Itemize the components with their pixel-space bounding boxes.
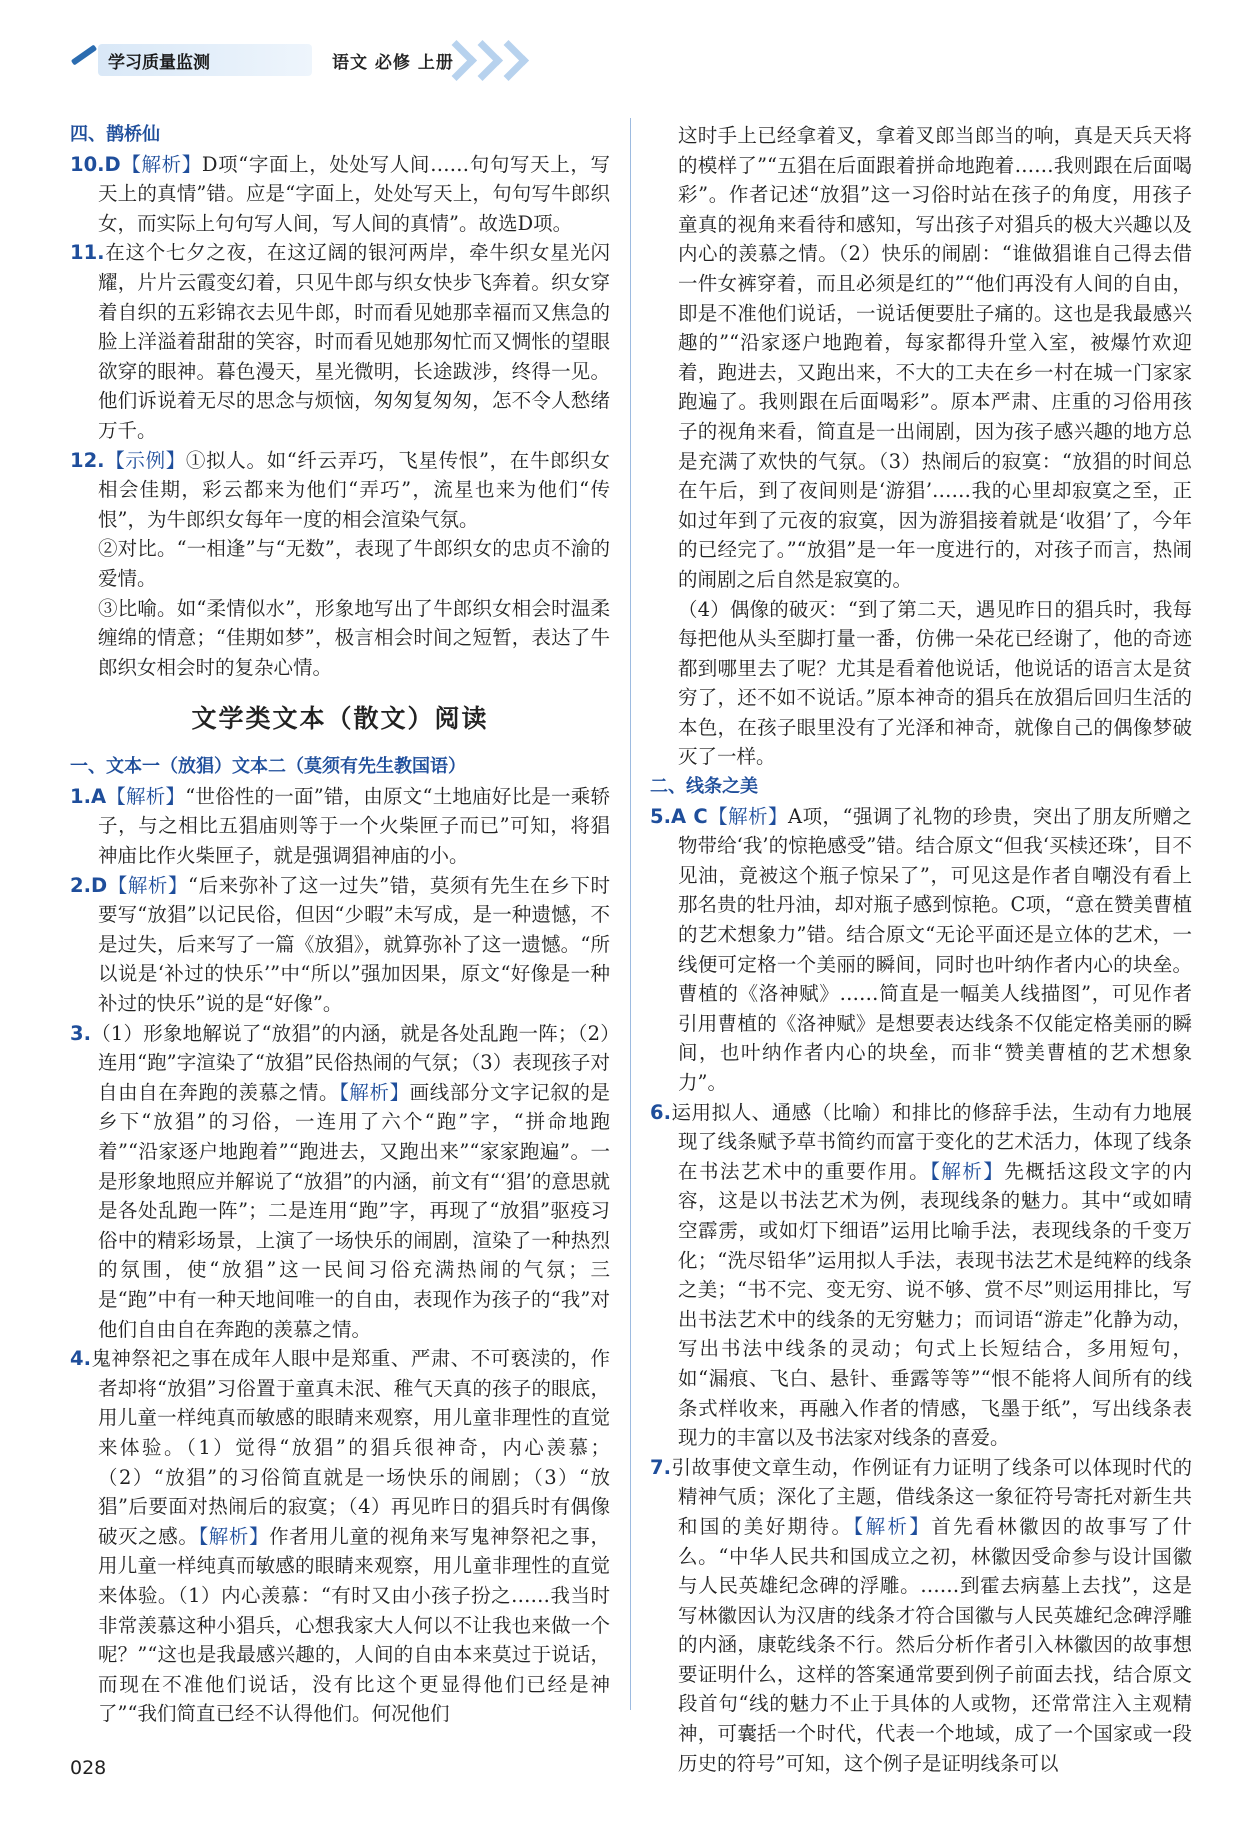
answer-1: 1.A【解析】“世俗性的一面”错，由原文“土地庙好比是一乘轿子，与之相比五猖庙则等于一个火柴匣子而已”可知，将猖神庙比作火柴匣子，就是强调猖神庙的小。 bbox=[70, 784, 610, 868]
answer-12-part2: ②对比。“一相逢”与“无数”，表现了牛郎织女的忠贞不渝的爱情。 bbox=[98, 537, 610, 590]
answer-12-part3: ③比喻。如“柔情似水”，形象地写出了牛郎织女相会时温柔缠绵的情意；“佳期如梦”，极言相会时间之短暂，表达了牛郎织女相会时的复杂心情。 bbox=[98, 596, 610, 679]
series-title: 学习质量监测 bbox=[108, 53, 210, 73]
answer-4: 4.鬼神祭祀之事在成年人眼中是郑重、严肃、不可亵渎的，作者却将“放猖”习俗置于童真未泯、稚气天真的孩子的眼底，用儿童一样纯真而敏感的眼睛来观察，用儿童非理性的直觉来体验。（1）觉得“放猖”的猖兵很神奇，内心羡慕；（2）“放猖”的习俗简直就是一场快乐的闹剧；（3）“放猖”后要面对热闹后的寂寞；（4）再见昨日的猖兵时有偶像破灭之感。【解析】作者用儿童的视角来写鬼神祭祀之事，用儿童一样纯真而敏感的眼睛来观察，用儿童非理性的直觉来体验。（1）内心羡慕：“有时又由小孩子扮之……我当时非常羡慕这种小猖兵，心想我家大人何以不让我也来做一个呢？”“这也是我最感兴趣的，人间的自由本来莫过于说话，而现在不准他们说话，没有比这个更显得他们已经是神了”“我们简直已经不认得他们。何况他们 bbox=[70, 1347, 610, 1726]
section-title: 文学类文本（散文）阅读 bbox=[191, 704, 489, 734]
answer-4-continued: 这时手上已经拿着叉，拿着叉郎当郎当的响，真是天兵天将的模样了”“五猖在后面跟着拼命地跑着……我则跟在后面喝彩”。作者记述“放猖”这一习俗时站在孩子的角度，用孩子童真的视角来看待和感知，写出孩子对猖兵的极大兴趣以及内心的羡慕之情。（2）快乐的闹剧：“谁做猖谁自己得去借一件女裤穿着，而且必须是红的”“他们再没有人间的自由，即是不准他们说话，一说话便要肚子痛的。这也是我最感兴趣的”“沿家逐户地跑着，每家都得升堂入室，被爆竹欢迎着，跑进去，又跑出来，不大的工夫在乡一村在城一门家家跑遍了。我则跟在后面喝彩”。原本严肃、庄重的习俗用孩子的视角来看，简直是一出闹剧，因为孩子感兴趣的地方总是充满了欢快的气氛。（3）热闹后的寂寞：“放猖的时间总在午后，到了夜间则是‘游猖’……我的心里却寂寞之至，正如过年到了元夜的寂寞，因为游猖接着就是‘收猖’了，今年的已经完了。”“放猖”是一年一度进行的，对孩子而言，热闹的闹剧之后自然是寂寞的。 bbox=[678, 124, 1192, 591]
answer-7: 7.引故事使文章生动，作例证有力证明了线条可以体现时代的精神气质；深化了主题，借线条这一象征符号寄托对新生共和国的美好期待。【解析】首先看林徽因的故事写了什么。“中华人民共和国成立之初，林徽因受命参与设计国徽与人民英雄纪念碑的浮雕。……到霍去病墓上去找”，这是写林徽因认为汉唐的线条才符合国徽与人民英雄纪念碑浮雕的内涵，康乾线条不行。然后分析作者引入林徽因的故事想要证明什么，这样的答案通常要到例子前面去找，结合原文段首句“线的魅力不止于具体的人或物，还常常注入主观精神，可囊括一个时代，代表一个地域，成了一个国家或一段历史的符号”可知，这个例子是证明线条可以 bbox=[650, 1455, 1192, 1775]
section-heading: 四、鹊桥仙 bbox=[70, 124, 160, 145]
section-heading: 一、文本一（放猖）文本二（莫须有先生教国语） bbox=[70, 756, 466, 778]
answer-6: 6.运用拟人、通感（比喻）和排比的修辞手法，生动有力地展现了线条赋予草书简约而富于变化的艺术活力，体现了线条在书法艺术中的重要作用。【解析】先概括这段文字的内容，这是以书法艺术为例，表现线条的魅力。其中“或如晴空霹雳，或如灯下细语”运用比喻手法，表现线条的千变万化；“洗尽铅华”运用拟人手法，表现书法艺术是纯粹的线条之美；“书不完、变无穷、说不够、赏不尽”则运用排比，写出书法艺术中的线条的无穷魅力；而词语“游走”化静为动，写出书法中线条的灵动；句式上长短结合，多用短句，如“漏痕、飞白、悬针、垂露等等”“恨不能将人间所有的线条式样收来，再融入作者的情感，飞墨于纸”，写出线条表现力的丰富以及书法家对线条的喜爱。 bbox=[650, 1100, 1192, 1450]
answer-2: 2.D【解析】“后来弥补了这一过失”错，莫须有先生在乡下时要写“放猖”以记民俗，但因“少暇”未写成，是一种遗憾，不是过失，后来写了一篇《放猖》，就算弥补了这一遗憾。“所以说是‘补过的快乐’”中“所以”强加因果，原文“好像是一种补过的快乐”说的是“好像”。 bbox=[70, 873, 610, 1016]
section-heading: 二、线条之美 bbox=[650, 776, 758, 798]
answer-10: 10.D【解析】D项“字面上，处处写人间……句句写天上，写天上的真情”错。应是“字面上，处处写天上，句句写牛郎织女，而实际上句句写人间，写人间的真情”。故选D项。 bbox=[70, 152, 610, 235]
answer-5: 5.A C【解析】A项，“强调了礼物的珍贵，突出了朋友所赠之物带给‘我’的惊艳感受”错。结合原文“但我‘买椟还珠’，目不见油，竟被这个瓶子惊呆了”，可见这是作者自嘲没有看上那名贵的牡丹油，却对瓶子感到惊艳。C项，“意在赞美曹植的艺术想象力”错。结合原文“无论平面还是立体的艺术，一线便可定格一个美丽的瞬间，同时也叶纳作者内心的块垒。曹植的《洛神赋》……简直是一幅美人线描图”，可见作者引用曹植的《洛神赋》是想要表达线条不仅能定格美丽的瞬间，也叶纳作者内心的块垒，而非“赞美曹植的艺术想象力”。 bbox=[650, 804, 1192, 1094]
column-divider bbox=[630, 118, 631, 1710]
left-column bbox=[70, 120, 610, 1729]
chevron-right-icon bbox=[488, 40, 529, 81]
answer-4-part4: （4）偶像的破灭：“到了第二天，遇见昨日的猖兵时，我每每把他从头至脚打量一番，仿佛一朵花已经谢了，他的奇迹都到哪里去了呢？尤其是看着他说话，他说话的语言太是贫穷了，还不如不说话。”原本神奇的猖兵在放猖后回归生活的本色，在孩子眼里没有了光泽和神奇，就像自己的偶像梦破灭了一样。 bbox=[678, 597, 1192, 769]
answer-11: 11.在这个七夕之夜，在这辽阔的银河两岸，牵牛织女星光闪耀，片片云霞变幻着，只见牛郎与织女快步飞奔着。织女穿着自织的五彩锦衣去见牛郎，时而看见她那幸福而又焦急的脸上洋溢着甜甜的笑容，时而看见她那匆忙而又惆怅的望眼欲穿的眼神。暮色漫天，星光微明，长途跋涉，终得一见。他们诉说着无尽的思念与烦恼，匆匆复匆匆，怎不令人愁绪万千。 bbox=[70, 241, 610, 442]
right-column bbox=[650, 121, 1192, 1778]
subject-title: 语文 必修 上册 bbox=[332, 53, 454, 73]
answer-12: 12.【示例】①拟人。如“纤云弄巧，飞星传恨”，在牛郎织女相会佳期，彩云都来为他们“弄巧”，流星也来为他们“传恨”，为牛郎织女每年一度的相会渲染气氛。 bbox=[70, 448, 610, 531]
page-header bbox=[70, 40, 540, 80]
pen-icon bbox=[71, 45, 97, 66]
answer-3: 3.（1）形象地解说了“放猖”的内涵，就是各处乱跑一阵；（2）连用“跑”字渲染了“放猖”民俗热闹的气氛；（3）表现孩子对自由自在奔跑的羡慕之情。【解析】画线部分文字记叙的是乡下“放猖”的习俗，一连用了六个“跑”字，“拼命地跑着”“沿家逐户地跑着”“跑进去，又跑出来”“家家跑遍”。一是形象地照应并解说了“放猖”的内涵，前文有“‘猖’的意思就是各处乱跑一阵”；二是连用“跑”字，再现了“放猖”驱疫习俗中的精彩场景，上演了一场快乐的闹剧，渲染了一种热烈的氛围，使“放猖”这一民间习俗充满热闹的气氛；三是“跑”中有一种天地间唯一的自由，表现作为孩子的“我”对他们自由自在奔跑的羡慕之情。 bbox=[70, 1021, 610, 1341]
page-number: 028 bbox=[70, 1757, 107, 1779]
